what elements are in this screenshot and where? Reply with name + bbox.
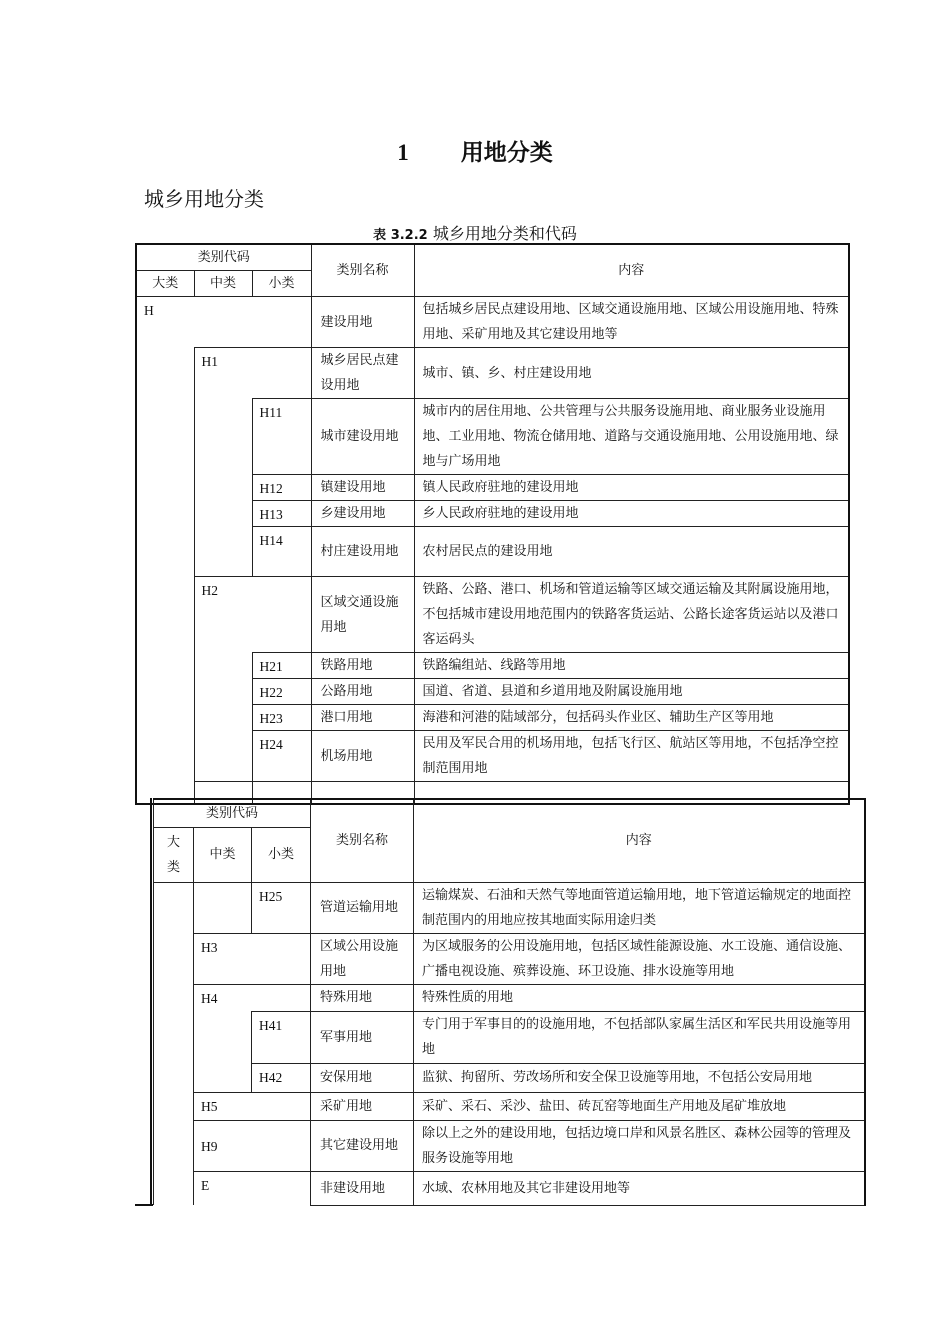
desc-cell: 专门用于军事目的的设施用地，不包括部队家属生活区和军民共用设施等用地: [414, 1011, 865, 1063]
table-row: [154, 933, 865, 984]
name-cell: 村庄建设用地: [311, 527, 414, 577]
name-cell: 非建设用地: [311, 1171, 414, 1205]
blank-middle-cell: [194, 399, 252, 577]
code-cell: H3: [194, 933, 311, 984]
header-name: 类别名称: [311, 244, 414, 297]
header-middle: 中类: [194, 827, 252, 882]
header-minor: 小类: [252, 271, 311, 297]
code-cell: H22: [252, 679, 311, 705]
desc-cell: 铁路、公路、港口、机场和管道运输等区域交通运输及其附属设施用地，不包括城市建设用地范围内的铁路客货运站、公路长途客货运站以及港口客运码头: [414, 577, 849, 653]
header-name: 类别名称: [311, 799, 414, 882]
table-left-border: [150, 798, 152, 1206]
desc-cell: 城市内的居住用地、公共管理与公共服务设施用地、商业服务业设施用地、工业用地、物流仓储用地、道路与交通设施用地、公用设施用地、绿地与广场用地: [414, 399, 849, 475]
name-cell: 区域交通设施用地: [311, 577, 414, 653]
table-row: [136, 348, 849, 399]
code-cell: H: [136, 297, 311, 348]
chapter-title: [0, 134, 950, 167]
desc-cell: 运输煤炭、石油和天然气等地面管道运输用地，地下管道运输规定的地面控制范围内的用地应按其地面实际用途归类: [414, 882, 865, 933]
desc-cell: 为区域服务的公用设施用地，包括区域性能源设施、水工设施、通信设施、广播电视设施、殡葬设施、环卫设施、排水设施等用地: [414, 933, 865, 984]
desc-cell: 采矿、采石、采沙、盐田、砖瓦窑等地面生产用地及尾矿堆放地: [414, 1092, 865, 1120]
name-cell: 军事用地: [311, 1011, 414, 1063]
table-caption-prefix: 表 3.2.2: [373, 228, 428, 243]
table-row: [136, 297, 849, 348]
header-major: 大 类: [154, 827, 194, 882]
section-title: 城乡用地分类: [144, 187, 264, 211]
table-bottom-border: [135, 1204, 153, 1206]
table-row: [154, 882, 865, 933]
code-cell: H2: [194, 577, 311, 653]
code-cell: H14: [252, 527, 311, 577]
code-cell: H11: [252, 399, 311, 475]
table-row: [136, 399, 849, 475]
code-cell: H9: [194, 1120, 311, 1171]
name-cell: 城乡居民点建设用地: [311, 348, 414, 399]
name-cell: 公路用地: [311, 679, 414, 705]
name-cell: 铁路用地: [311, 653, 414, 679]
desc-cell: 乡人民政府驻地的建设用地: [414, 501, 849, 527]
code-cell: H24: [252, 731, 311, 782]
name-cell: 城市建设用地: [311, 399, 414, 475]
code-cell: H25: [252, 882, 311, 933]
chapter-number: 1: [397, 140, 409, 165]
table-row: [154, 1120, 865, 1171]
blank-middle-cell: [194, 882, 252, 933]
blank-middle-cell: [194, 1011, 252, 1092]
name-cell: 特殊用地: [311, 984, 414, 1011]
desc-cell: 特殊性质的用地: [414, 984, 865, 1011]
table-row: [154, 1092, 865, 1120]
chapter-title-text: 用地分类: [460, 140, 553, 166]
table-header-row: [136, 244, 849, 271]
desc-cell: 包括城乡居民点建设用地、区域交通设施用地、区域公用设施用地、特殊用地、采矿用地及其它建设用地等: [414, 297, 849, 348]
desc-cell: 城市、镇、乡、村庄建设用地: [414, 348, 849, 399]
desc-cell: 农村居民点的建设用地: [414, 527, 849, 577]
code-cell: H5: [194, 1092, 311, 1120]
desc-cell: 民用及军民合用的机场用地，包括飞行区、航站区等用地，不包括净空控制范围用地: [414, 731, 849, 782]
name-cell: 区域公用设施用地: [311, 933, 414, 984]
code-cell: H12: [252, 475, 311, 501]
blank-major-cell: [154, 882, 194, 1205]
desc-cell: 除以上之外的建设用地，包括边境口岸和风景名胜区、森林公园等的管理及服务设施等用地: [414, 1120, 865, 1171]
name-cell: 建设用地: [311, 297, 414, 348]
table-header-row: [154, 799, 865, 827]
name-cell: 其它建设用地: [311, 1120, 414, 1171]
name-cell: 机场用地: [311, 731, 414, 782]
header-major: 大类: [136, 271, 194, 297]
name-cell: 安保用地: [311, 1063, 414, 1092]
name-cell: 镇建设用地: [311, 475, 414, 501]
name-cell: 乡建设用地: [311, 501, 414, 527]
land-use-table-part-2: [153, 798, 866, 1206]
table-row: [154, 1011, 865, 1063]
name-cell: 港口用地: [311, 705, 414, 731]
header-content: 内容: [414, 244, 849, 297]
table-row: [154, 1171, 865, 1205]
name-cell: 管道运输用地: [311, 882, 414, 933]
code-cell: H1: [194, 348, 311, 399]
blank-middle-cell: [194, 653, 252, 782]
header-code-group: 类别代码: [136, 244, 311, 271]
code-cell: H13: [252, 501, 311, 527]
blank-major-cell: [136, 348, 194, 804]
code-cell: E: [194, 1171, 311, 1205]
land-use-table-part-1: [135, 243, 850, 805]
table-row: [136, 653, 849, 679]
table-row: [154, 984, 865, 1011]
name-cell: 采矿用地: [311, 1092, 414, 1120]
header-middle: 中类: [194, 271, 252, 297]
code-cell: H23: [252, 705, 311, 731]
desc-cell: 海港和河港的陆域部分，包括码头作业区、辅助生产区等用地: [414, 705, 849, 731]
desc-cell: 镇人民政府驻地的建设用地: [414, 475, 849, 501]
header-content: 内容: [414, 799, 865, 882]
header-code-group: 类别代码: [154, 799, 311, 827]
table-caption: [0, 221, 950, 244]
header-minor: 小类: [252, 827, 311, 882]
desc-cell: 铁路编组站、线路等用地: [414, 653, 849, 679]
code-cell: H42: [252, 1063, 311, 1092]
desc-cell: 国道、省道、县道和乡道用地及附属设施用地: [414, 679, 849, 705]
desc-cell: 监狱、拘留所、劳改场所和安全保卫设施等用地，不包括公安局用地: [414, 1063, 865, 1092]
table-row: [154, 1063, 865, 1092]
code-cell: H4: [194, 984, 311, 1011]
desc-cell: 水域、农林用地及其它非建设用地等: [414, 1171, 865, 1205]
table-row: [136, 577, 849, 653]
code-cell: H21: [252, 653, 311, 679]
code-cell: H41: [252, 1011, 311, 1063]
table-caption-text: 城乡用地分类和代码: [432, 224, 577, 243]
